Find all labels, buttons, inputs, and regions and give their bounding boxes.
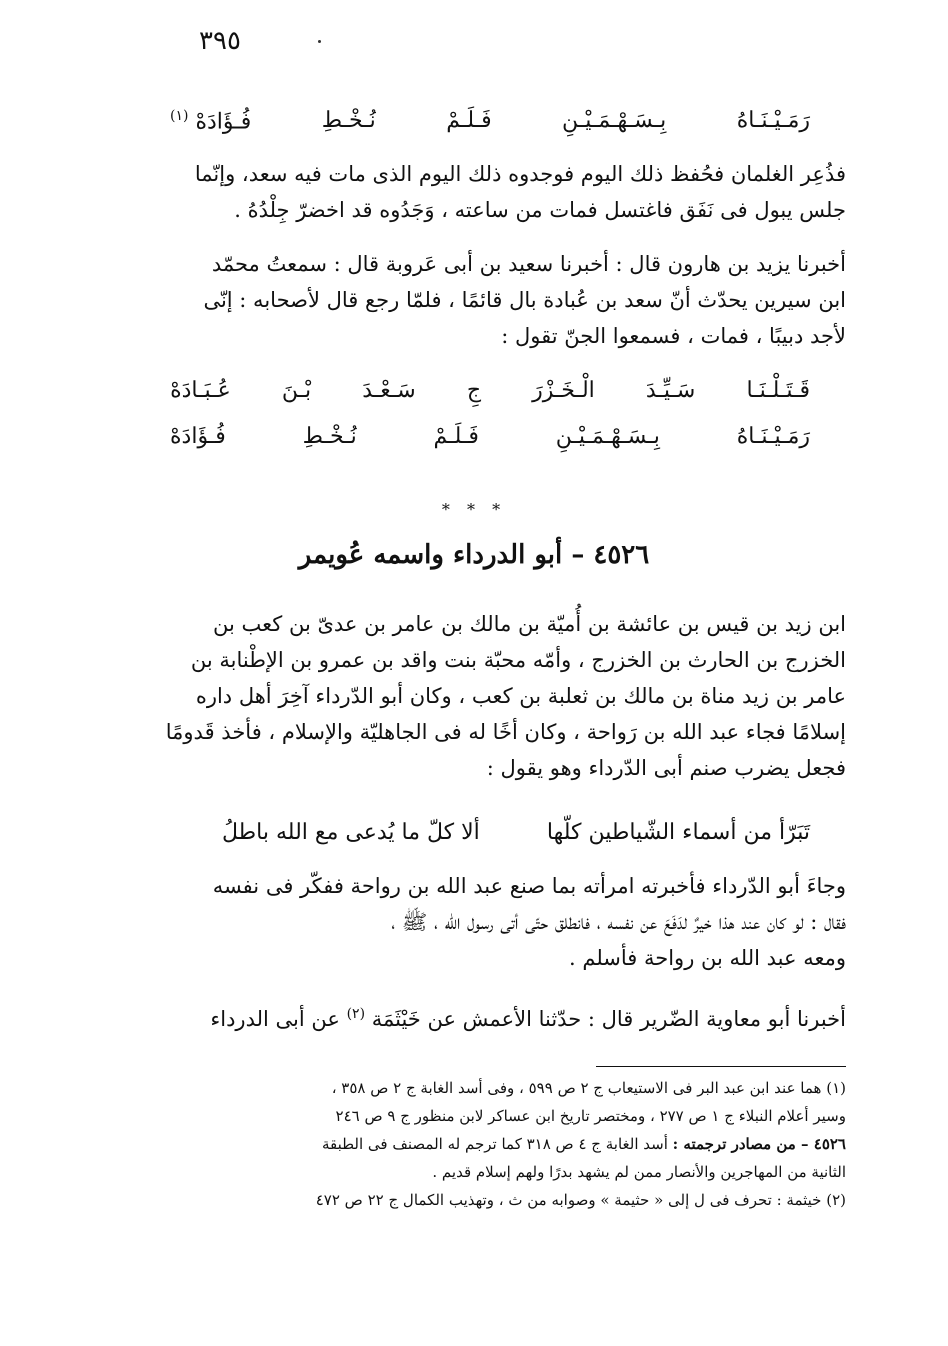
text-line: وجاءَ أبو الدّرداء فأخبرته امرأته بما صنع عبد الله بن رواحة ففكّر فى نفسه	[212, 874, 846, 898]
footnote-marker-2: (٢)	[346, 1006, 366, 1022]
verse-word: نُـخْـطِ	[321, 108, 376, 133]
text-line: أخبرنا يزيد بن هارون قال : أخبرنا سعيد بن أبى عَروبة قال : سمعتُ محمّد	[211, 252, 846, 276]
text-line: عامر بن زيد مناة بن مالك بن ثعلبة بن كعب ، وكان أبو الدّرداء آخِرَ أهل داره	[195, 684, 846, 708]
verse-3	[222, 820, 810, 845]
paragraph-3	[152, 606, 846, 786]
verse-word: بِـسَـهْـمَـيْـنِ	[562, 108, 667, 133]
section-heading: ٤٥٢٦ – أبو الدرداء واسمه عُويمر	[298, 540, 650, 570]
verse-word: نُـخْـطِ	[302, 424, 357, 449]
verse-1	[170, 378, 810, 403]
verse-word: جِ	[466, 378, 482, 403]
footnotes	[152, 1074, 846, 1214]
section-separator: * * *	[441, 500, 507, 519]
text-line: الخزرج بن الحارث بن الخزرج ، وأمّه محبّة بنت واقد بن عمرو بن الإطْنابة بن	[190, 648, 846, 672]
text-line: فجعل يضرب صنم أبى الدّرداء وهو يقول :	[486, 756, 846, 780]
footnote-line: الثانية من المهاجرين والأنصار ممن لم يشهد بدرًا ولهم إسلام قديم .	[432, 1163, 846, 1181]
page-number: ٣٩٥	[199, 26, 241, 56]
verse-word: فَـلَـمْ	[446, 108, 492, 133]
page-mark	[318, 40, 321, 43]
bio-label: ٤٥٢٦ – من مصادر ترجمته :	[672, 1135, 846, 1153]
paragraph-5	[152, 996, 846, 1037]
footnote-line: وسير أعلام النبلاء ج ١ ص ٢٧٧ ، ومختصر تاريخ ابن عساكر لابن منظور ج ٩ ص ٢٤٦	[335, 1107, 846, 1125]
paragraph-4	[152, 868, 846, 976]
paragraph-1	[152, 156, 846, 228]
verse-hemistich-2: ألا كلّ ما يُدعى مع الله باطلُ	[222, 820, 480, 845]
text-line: ابن زيد بن قيس بن عائشة بن أُميّة بن مالك بن عامر بن عدىّ بن كعب بن	[213, 612, 846, 636]
text-line: فذُعِر الغلمان فحُفظ ذلك اليوم فوجدوه ذلك اليوم الذى مات فيه سعد، وإنّما	[194, 162, 846, 186]
text-line: جلس يبول فى نَفَق فاغتسل فمات من ساعته ، وَجَدُوه قد اخضرّ جِلْدُهُ .	[234, 198, 846, 222]
verse-2	[170, 424, 810, 449]
footnote-line: ٤٥٢٦ – من مصادر ترجمته : أسد الغابة ج ٤ ص ٣١٨ كما ترجم له المصنف فى الطبقة	[321, 1135, 846, 1153]
verse-word: فَـلَـمْ	[433, 424, 479, 449]
text-line: لأجد دبيبًا ، فمات ، فسمعوا الجنّ تقول :	[501, 324, 846, 348]
text-line: أخبرنا أبو معاوية الضّرير قال : حدّثنا الأعمش عن خَيْثَمَة $^{(٢)}$ عن أبى الدرداء	[210, 1006, 846, 1031]
verse-hemistich-1: تَبَرّأ من أسماء الشّياطين كلّها	[546, 820, 810, 845]
verse-word: رَمَـيْـنَـاهُ	[736, 424, 810, 449]
verse-word: سَـيِّـدَ	[645, 378, 696, 403]
text-line: إسلامًا فجاء عبد الله بن رَواحة ، وكان أخًا له فى الجاهليّة والإسلام ، فأخذ قَدومًا	[165, 720, 846, 744]
verse-word: فُـؤَادَهْ $^{(١)}$	[170, 108, 252, 135]
verse-word: بِـسَـهْـمَـيْـنِ	[555, 424, 660, 449]
footnote-line: (٢) خيثمة : تحرف فى ل إلى « حثيمة » وصوابه من ث ، وتهذيب الكمال ج ٢٢ ص ٤٧٢	[315, 1191, 846, 1209]
verse-word: سَـعْـدَ	[362, 378, 416, 403]
verse-top	[170, 108, 810, 134]
text-line: ومعه عبد الله بن رواحة فأسلم .	[569, 946, 846, 970]
verse-word: قَـتَـلْـنَـا	[746, 378, 810, 403]
text-line: ابن سيرين يحدّث أنّ سعد بن عُبادة بال قائمًا ، فلمّا رجع قال لأصحابه : إنّى	[203, 288, 846, 312]
verse-word: بْـنَ	[281, 378, 312, 403]
footnote-line: (١) هما عند ابن عبد البر فى الاستيعاب ج ٢ ص ٥٩٩ ، وفى أسد الغابة ج ٢ ص ٣٥٨ ،	[331, 1079, 846, 1097]
verse-word: عُـبَـادَهْ	[170, 378, 231, 403]
verse-word: رَمَـيْـنَـاهُ	[736, 108, 810, 133]
text-line: فقال : لو كان عند هذا خيرٌ لدَفَعَ عن نفسه ، فانطلق حتّى أتى رسول الله ، ﷺ ،	[391, 910, 846, 934]
paragraph-2	[152, 246, 846, 354]
footnote-rule	[596, 1066, 846, 1067]
footnote-marker-1: (١)	[170, 108, 189, 124]
verse-word: الْـخَـزْرَ	[532, 378, 595, 403]
verse-word: فُـؤَادَهْ	[170, 424, 226, 449]
